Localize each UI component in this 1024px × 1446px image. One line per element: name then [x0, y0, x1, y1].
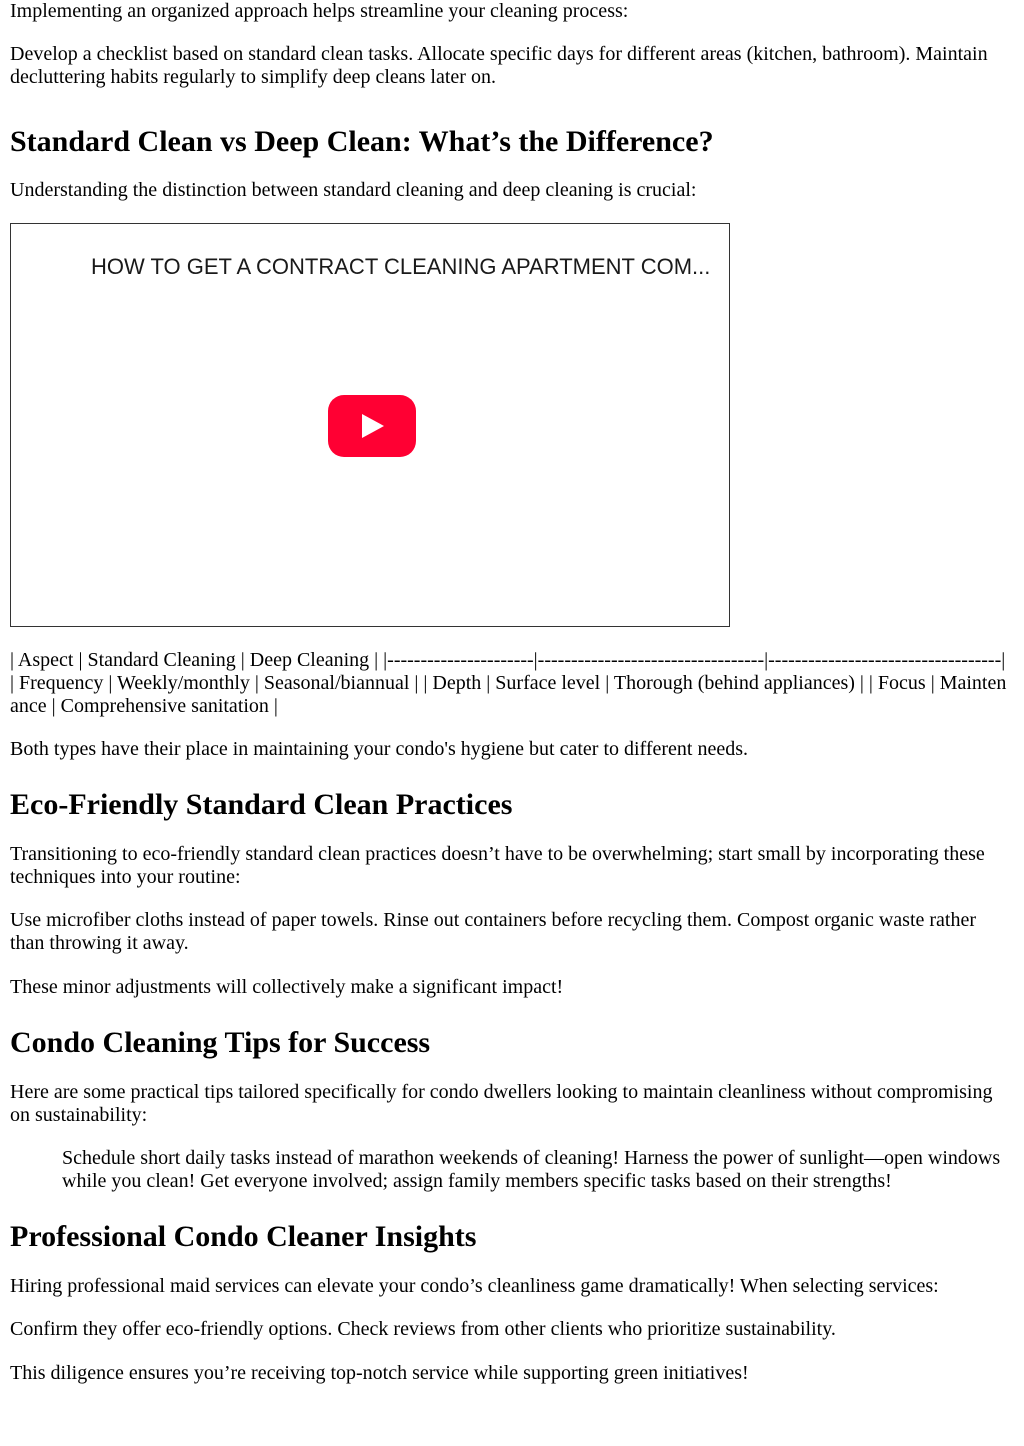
understanding-paragraph: Understanding the distinction between standard cleaning and deep cleaning is crucial:	[10, 179, 697, 201]
play-icon	[362, 414, 384, 438]
tips-quote-text: Schedule short daily tasks instead of marathon weekends of cleaning! Harness the power of sunlight—open windows while you clean! Get everyone involved; assign family members specific tasks based on their strengths!	[62, 1147, 1001, 1192]
tips-blockquote	[62, 1147, 1014, 1193]
transition-paragraph: Transitioning to eco-friendly standard clean practices doesn’t have to be overwhelming; start small by incorporating these techniques into your routine:	[10, 843, 985, 888]
heading-standard-vs-deep: Standard Clean vs Deep Clean: What’s the Difference?	[10, 125, 714, 158]
checklist-paragraph: Develop a checklist based on standard clean tasks. Allocate specific days for different areas (kitchen, bathroom). Maintain decluttering habits regularly to simplify deep cleans later on.	[10, 43, 988, 88]
video-title[interactable]: HOW TO GET A CONTRACT CLEANING APARTMENT COM...	[91, 254, 711, 279]
comparison-table-text: | Aspect | Standard Cleaning | Deep Cleaning | |----------------------|----------------------------------|-----------------------------------| | Frequency | Weekly/monthly | Seasonal/biannual | | Depth | Surface level | Thorough (behind appliances) | | Focus | Maintenance | Comprehensive sanitation |	[10, 649, 1007, 717]
heading-professional-insights: Professional Condo Cleaner Insights	[10, 1220, 477, 1253]
play-button[interactable]	[328, 395, 416, 457]
heading-eco-friendly: Eco-Friendly Standard Clean Practices	[10, 788, 513, 821]
minor-adjustments-paragraph: These minor adjustments will collectively make a significant impact!	[10, 976, 564, 998]
confirm-paragraph: Confirm they offer eco-friendly options. Check reviews from other clients who prioritize sustainability.	[10, 1318, 836, 1340]
diligence-paragraph: This diligence ensures you’re receiving top-notch service while supporting green initiatives!	[10, 1362, 749, 1384]
heading-condo-tips: Condo Cleaning Tips for Success	[10, 1026, 431, 1059]
tips-intro-paragraph: Here are some practical tips tailored specifically for condo dwellers looking to maintain cleanliness without compromising on sustainability:	[10, 1081, 993, 1126]
microfiber-paragraph: Use microfiber cloths instead of paper towels. Rinse out containers before recycling them. Compost organic waste rather than throwing it away.	[10, 909, 977, 954]
intro-paragraph: Implementing an organized approach helps streamline your cleaning process:	[10, 0, 629, 22]
hiring-paragraph: Hiring professional maid services can elevate your condo’s cleanliness game dramatically! When selecting services:	[10, 1275, 939, 1297]
video-embed[interactable]	[10, 223, 730, 627]
both-types-paragraph: Both types have their place in maintaining your condo's hygiene but cater to different needs.	[10, 738, 749, 760]
